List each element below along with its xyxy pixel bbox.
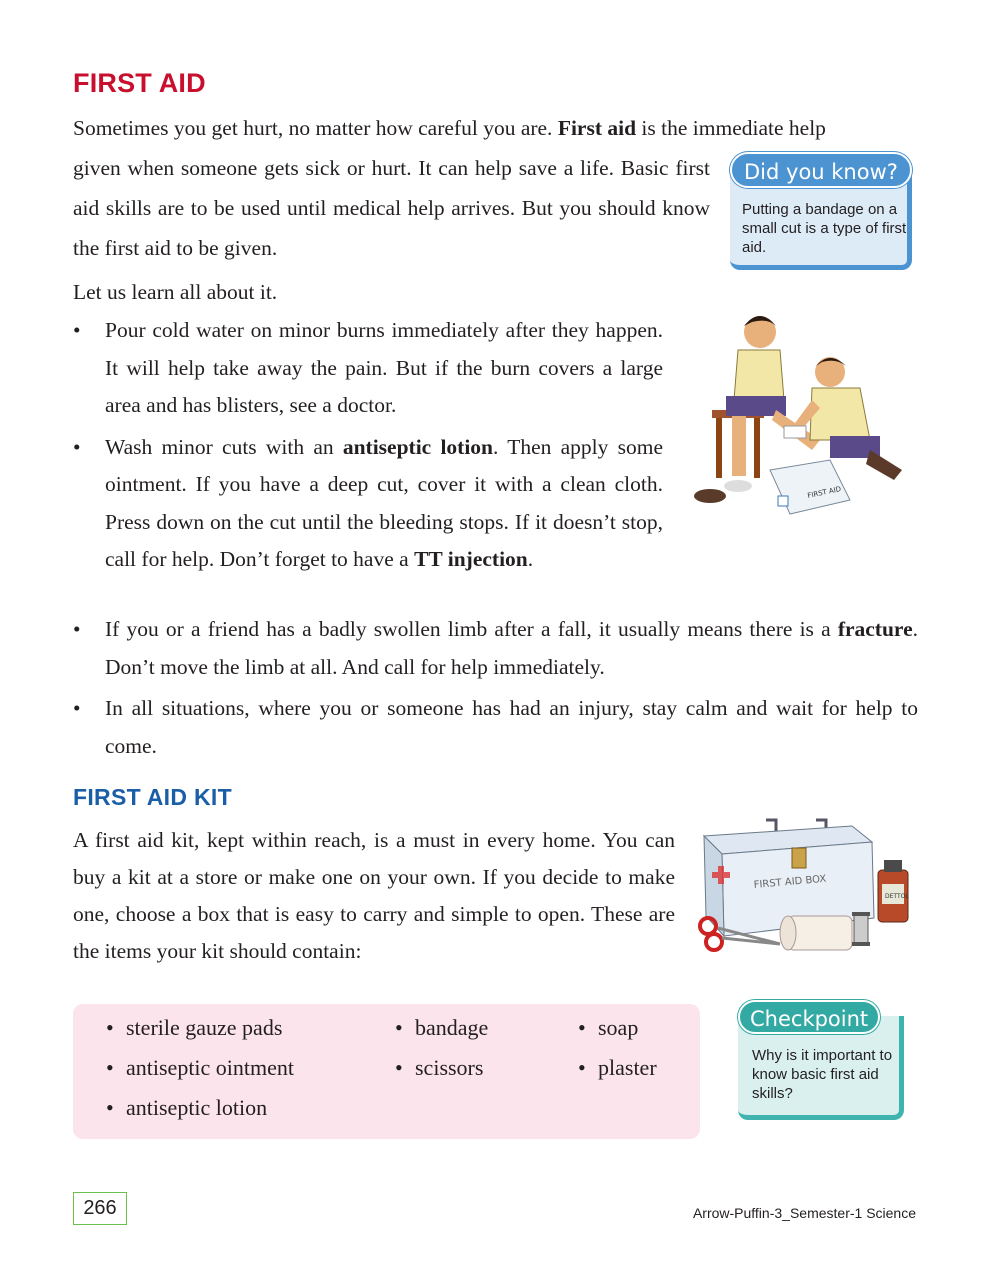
intro-text: Sometimes you get hurt, no matter how careful you are. (73, 116, 558, 140)
section-heading-first-aid: FIRST AID (73, 68, 206, 98)
kit-items-column-2 (395, 1008, 488, 1088)
section-heading-first-aid-kit: FIRST AID KIT (73, 784, 232, 810)
fracture-term: fracture (837, 617, 913, 641)
checkpoint-box (738, 996, 906, 1124)
list-item: • plaster (578, 1048, 657, 1088)
list-item: • antiseptic lotion (106, 1088, 294, 1128)
list-item: • bandage (395, 1008, 488, 1048)
intro-line-1 (73, 108, 918, 148)
kit-paragraph: A first aid kit, kept within reach, is a must in every home. You can buy a kit at a store or make one on your own. If you decide to make one, choose a box that is easy to carry and simple to open. These are the items your kit should contain: (73, 828, 675, 963)
bottle-label: DETTOL (885, 893, 909, 900)
list-item: • Wash minor cuts with an antiseptic lotion. Then apply some ointment. If you have a deep cut, cover it with a clean cloth. Press down on the cut until the bleeding stops. If it doesn’t stop, call for help. Don’t forget to have a TT injection. (73, 429, 663, 579)
kit-items-panel (73, 1004, 700, 1139)
checkpoint-title: Checkpoint (738, 1000, 880, 1034)
first-aid-term: First aid (557, 116, 637, 140)
antiseptic-lotion-term: antiseptic lotion (342, 434, 494, 459)
kit-items-column-3 (578, 1008, 657, 1088)
kit-items-column-1 (106, 1008, 294, 1128)
kit-label: FIRST AID (806, 485, 842, 500)
list-item: • antiseptic ointment (106, 1048, 294, 1088)
book-footer: Arrow-Puffin-3_Semester-1 Science (692, 1205, 916, 1221)
did-you-know-box (730, 152, 918, 276)
intro-text: is the immediate help (636, 116, 826, 140)
box-label: FIRST AID BOX (753, 873, 827, 891)
tt-injection-term: TT injection (414, 547, 528, 571)
first-aid-tips-list-continued (73, 611, 918, 769)
did-you-know-text: Putting a bandage on a small cut is a type of first aid. (742, 201, 907, 256)
list-item: • soap (578, 1008, 657, 1048)
first-aid-boys-illustration (680, 300, 920, 540)
first-aid-box-illustration (692, 808, 920, 968)
list-item: • If you or a friend has a badly swollen limb after a fall, it usually means there is a fracture. Don’t move the limb at all. And call for help immediately. (73, 611, 918, 686)
did-you-know-title: Did you know? (730, 152, 912, 188)
first-aid-tips-list (73, 312, 663, 583)
list-item: • sterile gauze pads (106, 1008, 294, 1048)
intro-paragraph: given when someone gets sick or hurt. It can help save a life. Basic first aid skills are to be used until medical help arrives. But you should know the first aid to be given. (73, 156, 710, 260)
list-item: • In all situations, where you or someone has had an injury, stay calm and wait for help to come. (73, 690, 918, 765)
list-item: • scissors (395, 1048, 488, 1088)
lead-sentence: Let us learn all about it. (73, 280, 278, 304)
list-item: • Pour cold water on minor burns immediately after they happen. It will help take away the pain. But if the burn covers a large area and has blisters, see a doctor. (73, 312, 663, 425)
page-number: 266 (73, 1192, 127, 1225)
checkpoint-text: Why is it important to know basic first aid skills? (752, 1047, 893, 1102)
